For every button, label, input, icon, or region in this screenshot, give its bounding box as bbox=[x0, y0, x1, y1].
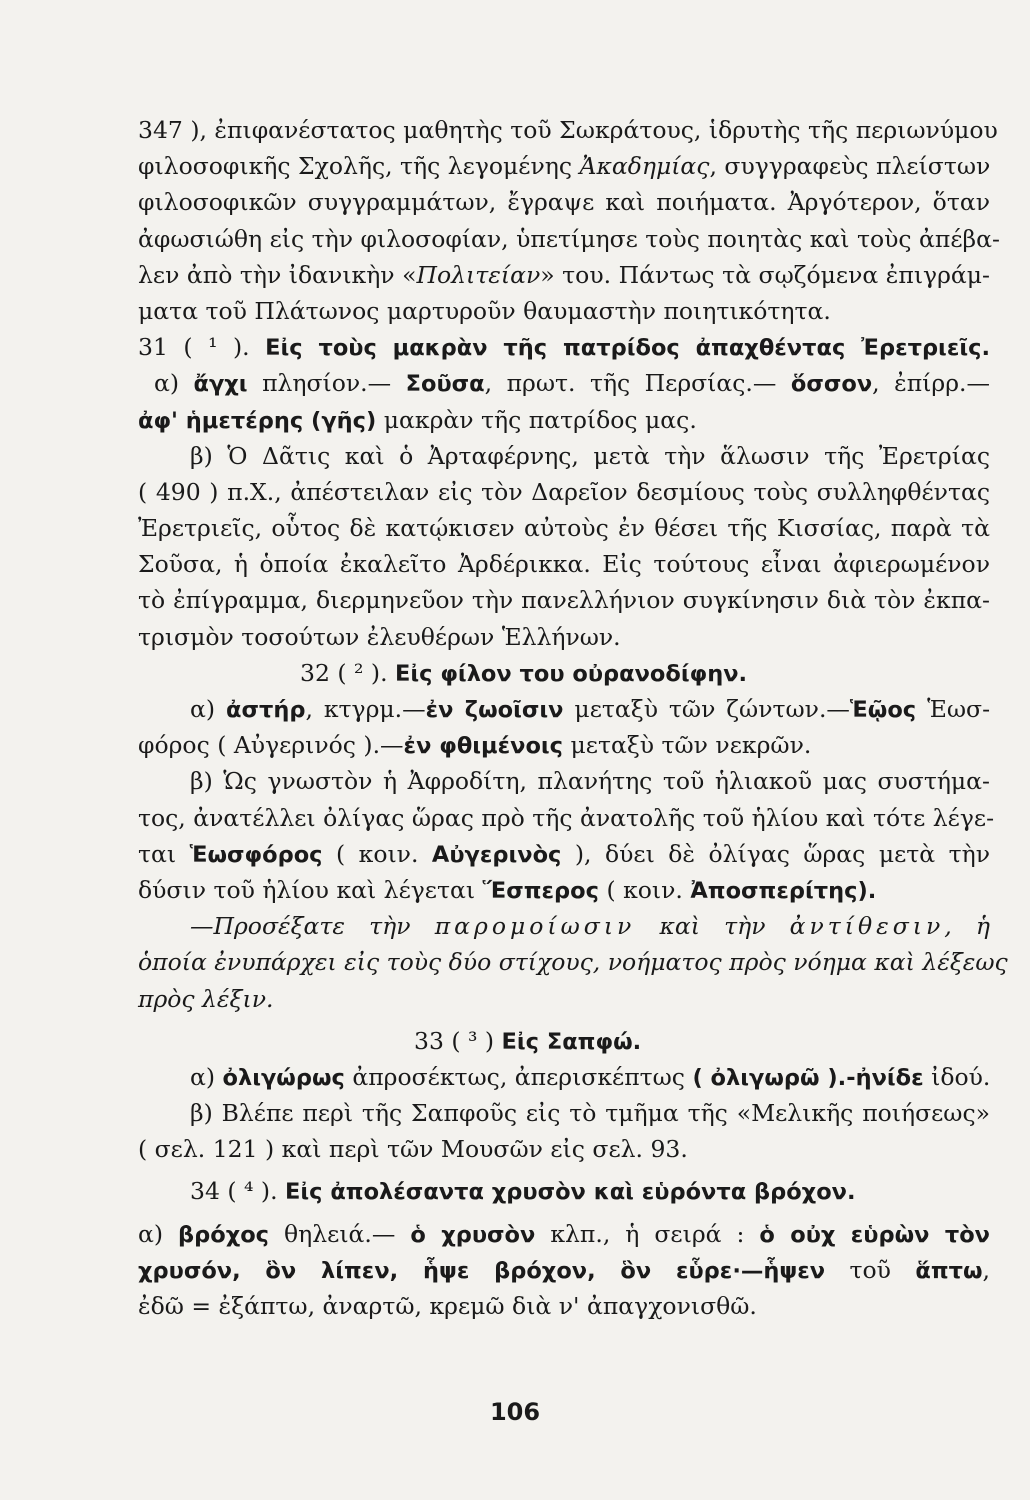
text-line: ( 490 ) π.Χ., ἀπέστειλαν εἰς τὸν Δαρεῖον δεσμίους τοὺς συλληφθέντας bbox=[138, 477, 990, 506]
text-line: β) Ὡς γνωστὸν ἡ Ἀφροδίτη, πλανήτης τοῦ ἡλιακοῦ μας συστήμα- bbox=[190, 767, 990, 796]
text-line: τος, ἀνατέλλει ὀλίγας ὥρας πρὸ τῆς ἀνατολῆς τοῦ ἡλίου καὶ τότε λέγε- bbox=[138, 803, 995, 832]
text-line: ( σελ. 121 ) καὶ περὶ τῶν Μουσῶν εἰς σελ. 93. bbox=[138, 1135, 688, 1164]
text-line: τρισμὸν τοσούτων ἐλευθέρων Ἑλλήνων. bbox=[138, 622, 621, 651]
italic-term: Ἀκαδημίας bbox=[579, 152, 710, 181]
gloss-line: ἐδῶ = ἐξάπτω, ἀναρτῶ, κρεμῶ διὰ ν' ἀπαγχονισθῶ. bbox=[138, 1292, 757, 1320]
gloss-line: φόρος ( Αὐγερινός ).—ἐν φθιμένοις μεταξὺ τῶν νεκρῶν. bbox=[138, 731, 812, 760]
text-line: δύσιν τοῦ ἡλίου καὶ λέγεται Ἕσπερος ( κοιν. Ἀποσπερίτης). bbox=[138, 875, 877, 904]
italic-note: πρὸς λέξιν. bbox=[138, 984, 274, 1013]
text-line: φιλοσοφικῶν συγγραμμάτων, ἔγραψε καὶ ποιήματα. Ἀργότερον, ὅταν bbox=[138, 188, 990, 217]
page-body bbox=[138, 112, 1008, 1324]
section-heading-31: 31 ( ¹ ). Εἰς τοὺς μακρὰν τῆς πατρίδος ἀπαχθέντας Ἐρετριεῖς. bbox=[138, 333, 990, 362]
page-number: 106 bbox=[489, 1398, 541, 1426]
gloss-line: α) ἀστήρ, κτγρμ.—ἐν ζωοῖσιν μεταξὺ τῶν ζώντων.—Ἑῷος Ἑωσ- bbox=[190, 695, 991, 723]
text-line: ται Ἑωσφόρος ( κοιν. Αὐγερινὸς ), δύει δὲ ὀλίγας ὥρας μετὰ τὴν bbox=[138, 839, 990, 868]
text-line: ἀφωσιώθη εἰς τὴν φιλοσοφίαν, ὑπετίμησε τοὺς ποιητὰς καὶ τοὺς ἀπέβα- bbox=[138, 224, 1000, 253]
text-line: ματα τοῦ Πλάτωνος μαρτυροῦν θαυμαστὴν ποιητικότητα. bbox=[138, 296, 831, 325]
text-line: β) Βλέπε περὶ τῆς Σαπφοῦς εἰς τὸ τμῆμα τῆς «Μελικῆς ποιήσεως» bbox=[190, 1099, 990, 1128]
gloss-line: α) ἄγχι πλησίον.— Σοῦσα, πρωτ. τῆς Περσίας.— ὅσσον, ἐπίρρ.— bbox=[154, 369, 990, 398]
gloss-line: χρυσόν, ὃν λίπεν, ἧψε βρόχον, ὃν εὗρε·—ἧψεν τοῦ ἅπτω, bbox=[138, 1255, 991, 1284]
text-line: φιλοσοφικῆς Σχολῆς, τῆς λεγομένης Ἀκαδημίας, συγγραφεὺς πλείστων bbox=[138, 152, 991, 181]
text-line: λεν ἀπὸ τὴν ἰδανικὴν «Πολιτείαν» του. Πάντως τὰ σῳζόμενα ἐπιγράμ- bbox=[138, 260, 990, 289]
italic-note: ὁποία ἐνυπάρχει εἰς τοὺς δύο στίχους, νοήματος πρὸς νόημα καὶ λέξεως bbox=[138, 948, 1008, 977]
gloss-line: ἀφ' ἡμετέρης (γῆς) μακρὰν τῆς πατρίδος μας. bbox=[138, 405, 697, 434]
text-line: τὸ ἐπίγραμμα, διερμηνεῦον τὴν πανελλήνιον συγκίνησιν διὰ τὸν ἐκπα- bbox=[138, 586, 990, 615]
section-heading-33: 33 ( ³ ) Εἰς Σαπφώ. bbox=[414, 1026, 642, 1055]
gloss-line: α) βρόχος θηλειά.— ὁ χρυσὸν κλπ., ἡ σειρά : ὁ οὐχ εὑρὼν τὸν bbox=[138, 1219, 990, 1248]
text-line: Σοῦσα, ἡ ὁποία ἐκαλεῖτο Ἀρδέρικκα. Εἰς τούτους εἶναι ἀφιερωμένον bbox=[138, 550, 990, 579]
gloss-line: α) ὀλιγώρως ἀπροσέκτως, ἀπερισκέπτως ( ὀλιγωρῶ ).-ἠνίδε ἰδού. bbox=[190, 1062, 991, 1091]
section-heading-34: 34 ( ⁴ ). Εἰς ἀπολέσαντα χρυσὸν καὶ εὑρόντα βρόχον. bbox=[190, 1177, 856, 1206]
text-line: Ἐρετριεῖς, οὗτος δὲ κατῴκισεν αὐτοὺς ἐν θέσει τῆς Κισσίας, παρὰ τὰ bbox=[138, 514, 990, 543]
text-line: β) Ὁ Δᾶτις καὶ ὁ Ἀρταφέρνης, μετὰ τὴν ἅλωσιν τῆς Ἐρετρίας bbox=[190, 441, 990, 470]
text-line: 347 ), ἐπιφανέστατος μαθητὴς τοῦ Σωκράτους, ἱδρυτὴς τῆς περιωνύμου bbox=[138, 116, 998, 144]
italic-term: Πολιτείαν bbox=[416, 260, 541, 289]
section-heading-32: 32 ( ² ). Εἰς φίλον του οὐρανοδίφην. bbox=[300, 658, 748, 687]
italic-note: —Προσέξατε τὴν παρομοίωσιν καὶ τὴν ἀντίθεσιν, ἡ bbox=[190, 912, 990, 941]
